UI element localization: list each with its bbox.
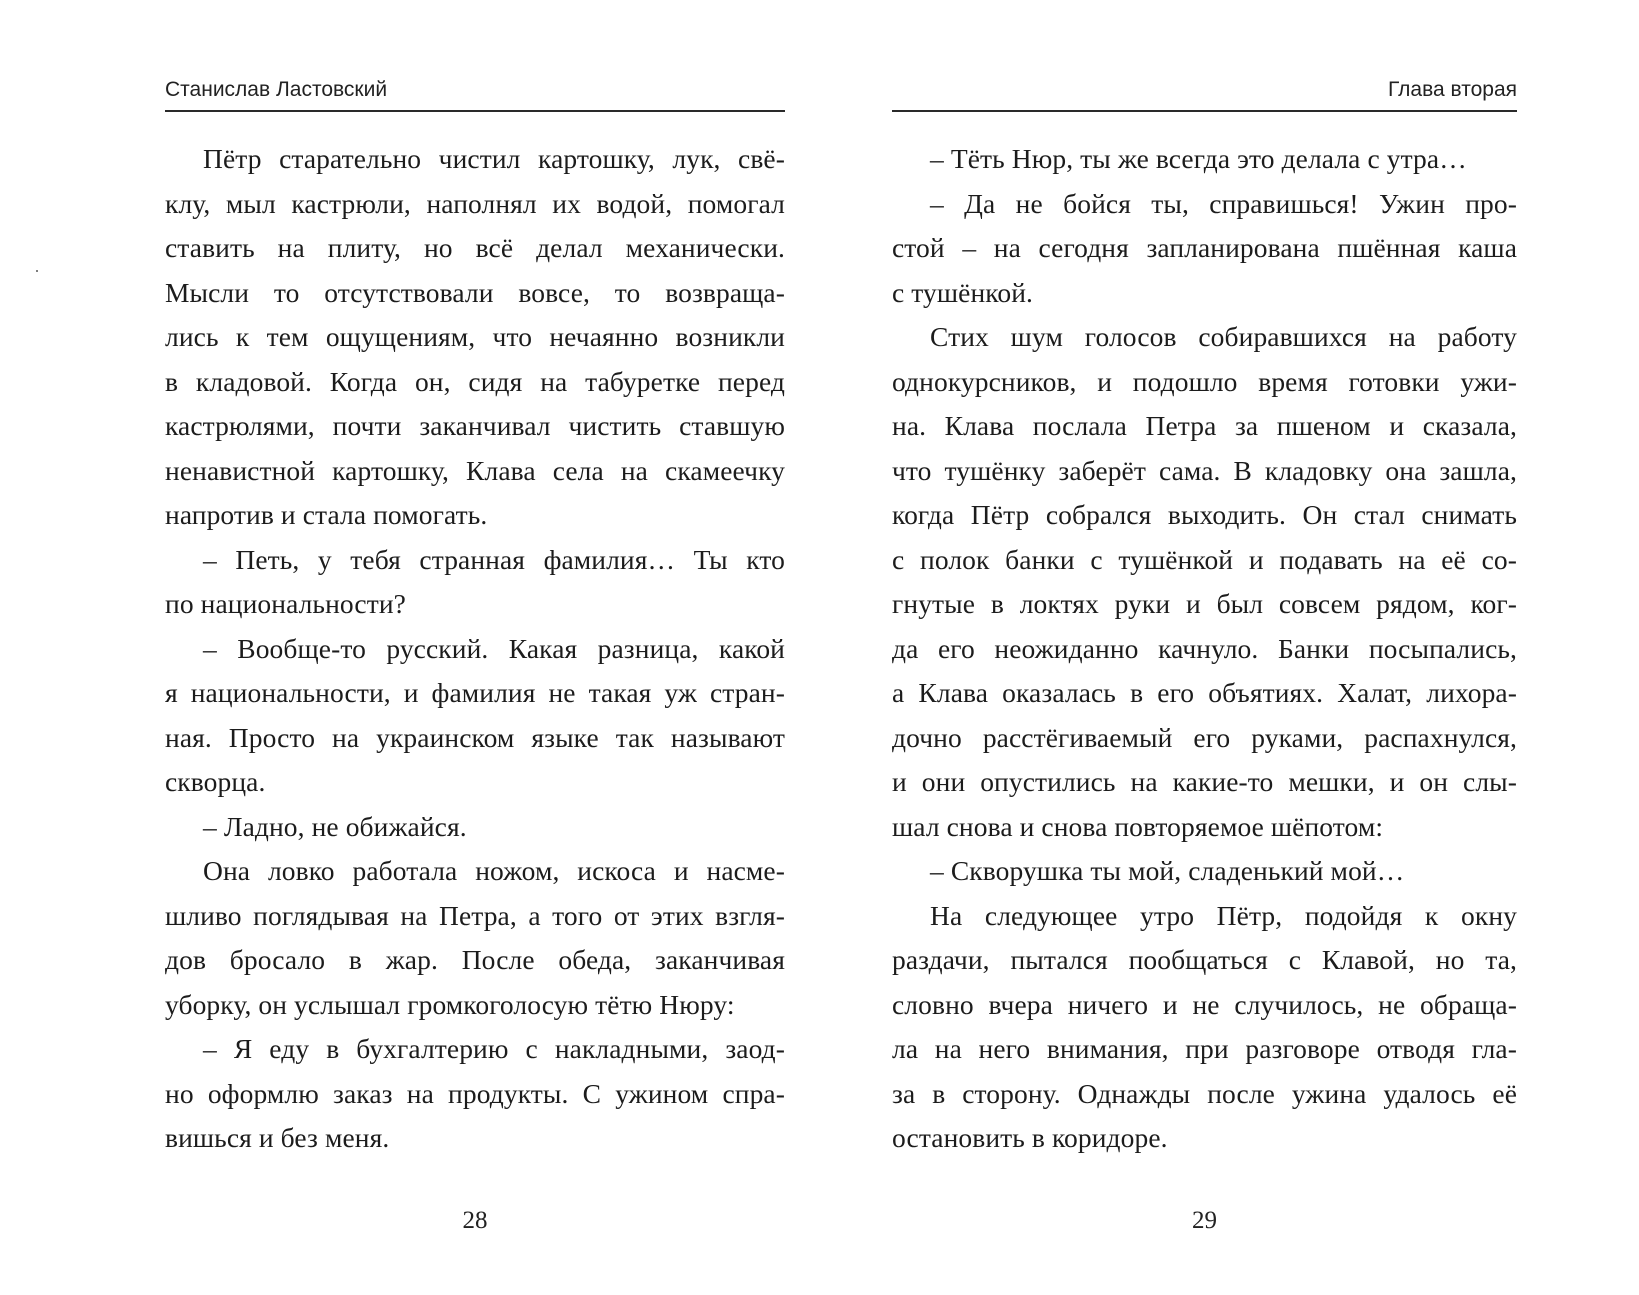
text-line: остановить в коридоре. [892,1122,1168,1153]
text-line: ла на него внимания, при разговоре отводя гла- [892,1033,1517,1064]
text-line: – Ладно, не обижайся. [203,810,467,842]
text-line: раздачи, пытался пообщаться с Клавой, но та, [892,944,1517,975]
text-line: дочно расстёгиваемый его руками, распахнулся, [892,721,1517,753]
text-line: – Вообще-то русский. Какая разница, какой [203,632,785,664]
text-line: а Клава оказалась в его объятиях. Халат, лихора- [892,677,1517,708]
text-line: шливо поглядывая на Петра, а того от этих взгля- [165,899,785,931]
scan-speck [36,270,38,272]
running-head-author: Станислав Ластовский [165,78,785,112]
running-head-chapter: Глава вторая [892,78,1517,112]
text-line: ставить на плиту, но всё делал механически. [165,232,785,263]
text-line: ненавистной картошку, Клава села на скамеечку [165,454,785,486]
text-line: – Скворушка ты мой, сладенький мой… [930,855,1405,886]
text-line: когда Пётр собрался выходить. Он стал снимать [892,499,1517,530]
page-number-right: 29 [1192,1207,1217,1234]
text-line: напротив и стала помогать. [165,499,488,530]
text-line: кастрюлями, почти заканчивал чистить ставшую [165,410,785,441]
text-line: Мысли то отсутствовали вовсе, то возвраща- [165,276,785,308]
text-line: ная. Просто на украинском языке так называют [165,721,785,753]
text-line: скворца. [165,766,266,797]
page-number-left: 28 [462,1207,488,1234]
text-line: – Я еду в бухгалтерию с накладными, заод- [203,1033,785,1064]
right-page [892,0,1517,1295]
left-page-text [165,137,785,1161]
text-line: – Петь, у тебя странная фамилия… Ты кто [203,543,785,575]
text-line: стой – на сегодня запланирована пшённая каша [892,232,1517,263]
text-line: шал снова и снова повторяемое шёпотом: [892,810,1384,842]
text-line: да его неожиданно качнуло. Банки посыпались, [892,632,1517,664]
text-line: я национальности, и фамилия не такая уж стран- [165,677,785,708]
text-line: по национальности? [165,588,406,619]
text-line: с полок банки с тушёнкой и подавать на её со- [892,543,1517,575]
text-line: На следующее утро Пётр, подойдя к окну [930,899,1517,931]
text-line: Пётр старательно чистил картошку, лук, свё- [203,143,785,174]
text-line: словно вчера ничего и не случилось, не обраща- [892,988,1517,1020]
left-page [165,0,785,1295]
text-line: с тушёнкой. [892,276,1033,308]
text-line: однокурсников, и подошло время готовки ужи- [892,365,1517,397]
right-page-text [892,137,1517,1161]
text-line: – Да не бойся ты, справишься! Ужин про- [930,187,1517,219]
text-line: и они опустились на какие-то мешки, и он слы- [892,766,1517,797]
text-line: Она ловко работала ножом, искоса и насме- [203,855,785,886]
text-line: гнутые в локтях руки и был совсем рядом, ког- [892,588,1517,619]
text-line: на. Клава послала Петра за пшеном и сказала, [892,410,1517,441]
text-line: дов бросало в жар. После обеда, заканчивая [165,944,785,975]
text-line: что тушёнку заберёт сама. В кладовку она зашла, [892,454,1517,486]
text-line: – Тёть Нюр, ты же всегда это делала с утра… [930,143,1467,174]
text-line: вишься и без меня. [165,1122,390,1153]
text-line: Стих шум голосов собиравшихся на работу [930,321,1517,352]
text-line: клу, мыл кастрюли, наполнял их водой, помогал [165,187,785,219]
text-line: в кладовой. Когда он, сидя на табуретке перед [165,365,785,397]
text-line: лись к тем ощущениям, что нечаянно возникли [165,321,785,352]
text-line: уборку, он услышал громкоголосую тётю Нюру: [165,988,735,1020]
text-line: за в сторону. Однажды после ужина удалось её [892,1077,1517,1109]
text-line: но оформлю заказ на продукты. С ужином спра- [165,1077,785,1109]
